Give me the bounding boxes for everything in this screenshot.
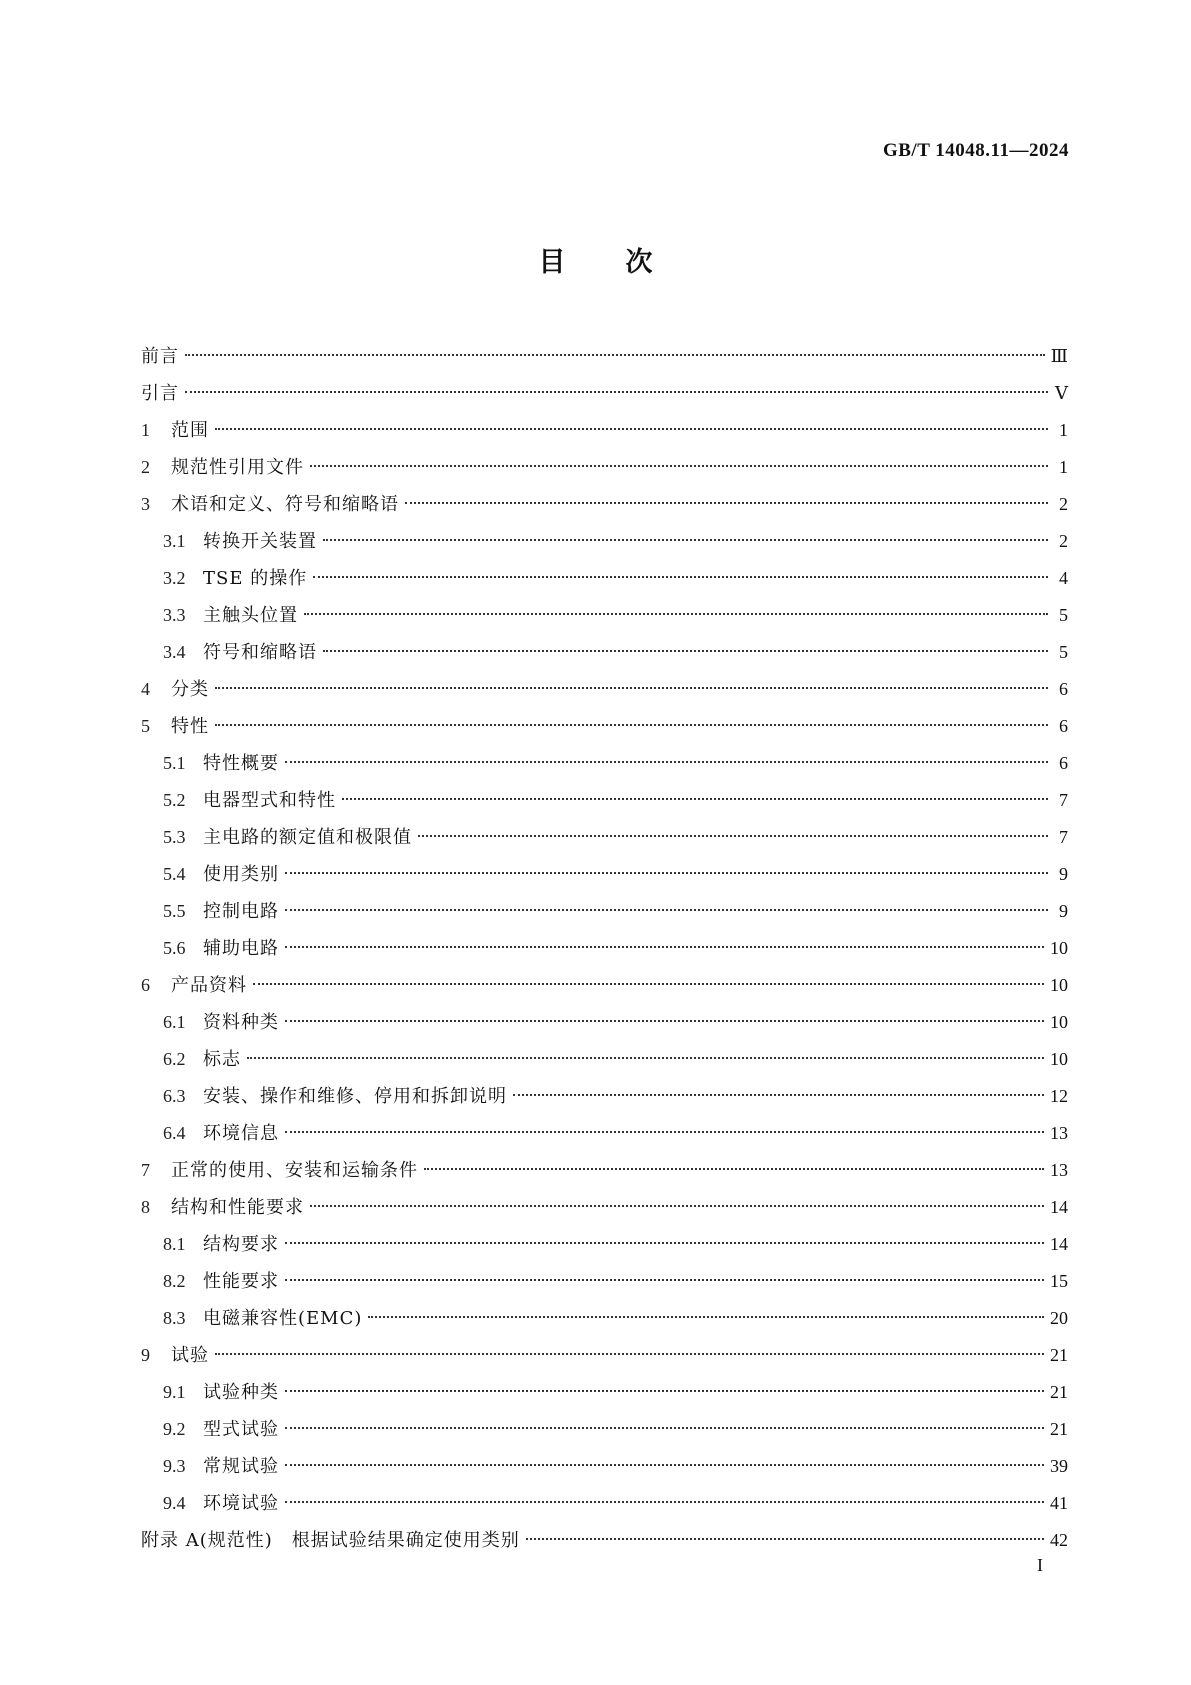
toc-leader-dots [405, 502, 1048, 504]
toc-entry-page: 10 [1050, 1012, 1068, 1032]
toc-entry[interactable] [141, 819, 1068, 856]
toc-entry[interactable] [141, 597, 1068, 634]
toc-entry-title: 结构和性能要求 [171, 1197, 304, 1218]
toc-entry-page: 2 [1059, 531, 1068, 551]
toc-entry[interactable] [141, 1078, 1068, 1115]
toc-entry-title: 术语和定义、符号和缩略语 [171, 494, 399, 515]
toc-entry-page: 5 [1059, 605, 1068, 625]
toc-entry-page: 14 [1050, 1234, 1068, 1254]
page-title: 目次 [538, 247, 713, 278]
toc-entry-number: 6.4 [163, 1123, 186, 1143]
toc-entry-number: 2 [141, 457, 150, 477]
toc-entry-page: 39 [1050, 1456, 1068, 1476]
toc-entry-page: 9 [1059, 864, 1068, 884]
toc-entry-page: 20 [1050, 1308, 1068, 1328]
toc-entry[interactable] [141, 523, 1068, 560]
toc-entry-number: 9 [141, 1345, 150, 1365]
toc-leader-dots [342, 798, 1048, 800]
toc-leader-dots [513, 1094, 1044, 1096]
toc-entry-title: 安装、操作和维修、停用和拆卸说明 [203, 1086, 507, 1107]
toc-entry-title: 符号和缩略语 [203, 642, 317, 663]
toc-entry-number: 9.1 [163, 1382, 186, 1402]
toc-entry[interactable] [141, 1522, 1068, 1559]
toc-entry-page: 4 [1059, 568, 1068, 588]
toc-entry-title: 常规试验 [203, 1456, 279, 1477]
toc-leader-dots [313, 576, 1048, 578]
toc-entry-page: 10 [1050, 975, 1068, 995]
toc-entry-page: 9 [1059, 901, 1068, 921]
toc-entry[interactable] [141, 338, 1068, 375]
toc-entry-page: 7 [1059, 790, 1068, 810]
toc-entry-number: 5.6 [163, 938, 186, 958]
toc-entry-title: TSE 的操作 [203, 568, 308, 589]
toc-entry-number: 5.2 [163, 790, 186, 810]
toc-entry[interactable] [141, 1485, 1068, 1522]
toc-entry-title: 结构要求 [203, 1234, 279, 1255]
toc-leader-dots [285, 1242, 1044, 1244]
toc-entry-number: 3.4 [163, 642, 186, 662]
toc-entry-title: 规范性引用文件 [171, 457, 304, 478]
toc-leader-dots [285, 1390, 1044, 1392]
toc-entry-page: 21 [1050, 1345, 1068, 1365]
toc-entry-number: 3.3 [163, 605, 186, 625]
toc-entry-page: 6 [1059, 753, 1068, 773]
toc-entry-number: 6.1 [163, 1012, 186, 1032]
toc-entry-title: 环境试验 [203, 1493, 279, 1514]
toc-leader-dots [285, 946, 1044, 948]
toc-entry-page: 42 [1050, 1530, 1068, 1550]
toc-entry-number: 3.2 [163, 568, 186, 588]
toc-entry-number: 8.1 [163, 1234, 186, 1254]
toc-entry-page: 13 [1050, 1123, 1068, 1143]
toc-leader-dots [323, 650, 1048, 652]
toc-entry-page: Ⅲ [1050, 346, 1068, 366]
toc-entry-page: 41 [1050, 1493, 1068, 1513]
toc-entry-number: 8.2 [163, 1271, 186, 1291]
toc-entry-number: 5.5 [163, 901, 186, 921]
toc-entry-title: 正常的使用、安装和运输条件 [171, 1160, 418, 1181]
toc-entry[interactable] [141, 1263, 1068, 1300]
toc-entry[interactable] [141, 671, 1068, 708]
toc-entry[interactable] [141, 1041, 1068, 1078]
toc-entry[interactable] [141, 1411, 1068, 1448]
toc-entry-title: 辅助电路 [203, 938, 279, 959]
toc-leader-dots [418, 835, 1048, 837]
toc-entry[interactable] [141, 856, 1068, 893]
toc-leader-dots [185, 354, 1045, 356]
toc-entry-page: 1 [1059, 457, 1068, 477]
toc-entry-title: 资料种类 [203, 1012, 279, 1033]
toc-entry-number: 9.2 [163, 1419, 186, 1439]
toc-leader-dots [285, 872, 1048, 874]
toc-entry-number: 1 [141, 420, 150, 440]
toc-leader-dots [285, 1279, 1044, 1281]
toc-entry-number: 4 [141, 679, 150, 699]
toc-entry[interactable] [141, 449, 1068, 486]
toc-entry-title: 特性概要 [203, 753, 279, 774]
toc-entry-number: 5.4 [163, 864, 186, 884]
toc-entry-page: 1 [1059, 420, 1068, 440]
toc-entry-number: 9.4 [163, 1493, 186, 1513]
toc-entry[interactable] [141, 1189, 1068, 1226]
toc-leader-dots [285, 1131, 1044, 1133]
toc-entry[interactable] [141, 1300, 1068, 1337]
toc-leader-dots [253, 983, 1044, 985]
toc-entry-number: 6.3 [163, 1086, 186, 1106]
toc-entry-page: 10 [1050, 938, 1068, 958]
toc-entry-title: 范围 [171, 420, 209, 441]
toc-leader-dots [215, 1353, 1044, 1355]
toc-leader-dots [304, 613, 1048, 615]
toc-entry[interactable] [141, 1448, 1068, 1485]
toc-entry-page: 15 [1050, 1271, 1068, 1291]
toc-entry-title: 特性 [171, 716, 209, 737]
toc-leader-dots [285, 909, 1048, 911]
toc-entry-page: 14 [1050, 1197, 1068, 1217]
toc-entry-page: 21 [1050, 1382, 1068, 1402]
toc-entry-page: 5 [1059, 642, 1068, 662]
toc-entry[interactable] [141, 1337, 1068, 1374]
toc-leader-dots [247, 1057, 1044, 1059]
toc-entry-title: 前言 [141, 346, 179, 367]
toc-entry-title: 主触头位置 [203, 605, 298, 626]
toc-entry-page: 6 [1059, 716, 1068, 736]
toc-leader-dots [285, 1501, 1044, 1503]
toc-entry-title: 试验 [171, 1345, 209, 1366]
toc-entry[interactable] [141, 893, 1068, 930]
toc-entry-title: 电器型式和特性 [203, 790, 336, 811]
toc-entry-title: 环境信息 [203, 1123, 279, 1144]
toc-entry-title: 控制电路 [203, 901, 279, 922]
toc-entry[interactable] [141, 412, 1068, 449]
toc-entry-title: 型式试验 [203, 1419, 279, 1440]
table-of-contents [141, 338, 1068, 1559]
toc-entry[interactable] [141, 375, 1068, 412]
toc-entry-title: 引言 [141, 383, 179, 404]
toc-leader-dots [368, 1316, 1044, 1318]
toc-entry-page: 13 [1050, 1160, 1068, 1180]
toc-leader-dots [215, 724, 1048, 726]
toc-entry-title: 使用类别 [203, 864, 279, 885]
toc-leader-dots [526, 1538, 1044, 1540]
toc-leader-dots [310, 465, 1048, 467]
toc-leader-dots [285, 1427, 1044, 1429]
toc-entry-number: 8.3 [163, 1308, 186, 1328]
toc-entry-number: 5 [141, 716, 150, 736]
toc-entry[interactable] [141, 1226, 1068, 1263]
toc-entry[interactable] [141, 560, 1068, 597]
toc-leader-dots [285, 1464, 1044, 1466]
toc-leader-dots [323, 539, 1048, 541]
toc-entry-page: 7 [1059, 827, 1068, 847]
toc-leader-dots [310, 1205, 1044, 1207]
toc-entry-number: 6 [141, 975, 150, 995]
toc-entry-number: 5.1 [163, 753, 186, 773]
toc-entry[interactable] [141, 486, 1068, 523]
toc-entry-title: 转换开关装置 [203, 531, 317, 552]
toc-entry-page: 6 [1059, 679, 1068, 699]
toc-entry-title: 试验种类 [203, 1382, 279, 1403]
toc-entry[interactable] [141, 634, 1068, 671]
toc-entry-number: 9.3 [163, 1456, 186, 1476]
toc-entry[interactable] [141, 930, 1068, 967]
toc-entry[interactable] [141, 1004, 1068, 1041]
toc-entry-number: 5.3 [163, 827, 186, 847]
toc-entry[interactable] [141, 782, 1068, 819]
toc-entry-number: 7 [141, 1160, 150, 1180]
toc-entry-title: 电磁兼容性(EMC) [203, 1308, 363, 1329]
toc-entry[interactable] [141, 708, 1068, 745]
toc-leader-dots [424, 1168, 1044, 1170]
toc-leader-dots [285, 1020, 1044, 1022]
toc-leader-dots [215, 428, 1048, 430]
document-code: GB/T 14048.11—2024 [882, 140, 1069, 161]
toc-entry-title: 标志 [203, 1049, 241, 1070]
toc-entry-number: 6.2 [163, 1049, 186, 1069]
toc-entry-number: 8 [141, 1197, 150, 1217]
toc-entry-title: 主电路的额定值和极限值 [203, 827, 412, 848]
toc-entry[interactable] [141, 1152, 1068, 1189]
toc-entry[interactable] [141, 1374, 1068, 1411]
toc-entry-page: Ⅴ [1055, 383, 1068, 403]
toc-entry[interactable] [141, 967, 1068, 1004]
toc-entry-page: 10 [1050, 1049, 1068, 1069]
toc-entry[interactable] [141, 1115, 1068, 1152]
toc-entry-page: 12 [1050, 1086, 1068, 1106]
toc-entry-number: 3 [141, 494, 150, 514]
toc-entry-page: 2 [1059, 494, 1068, 514]
toc-entry-number: 3.1 [163, 531, 186, 551]
toc-leader-dots [185, 391, 1048, 393]
toc-entry-title: 附录 A(规范性) 根据试验结果确定使用类别 [141, 1530, 520, 1551]
toc-leader-dots [285, 761, 1048, 763]
toc-entry-title: 产品资料 [171, 975, 247, 996]
toc-entry-title: 分类 [171, 679, 209, 700]
toc-leader-dots [215, 687, 1048, 689]
toc-entry[interactable] [141, 745, 1068, 782]
toc-entry-title: 性能要求 [203, 1271, 279, 1292]
toc-entry-page: 21 [1050, 1419, 1068, 1439]
page-number: I [1037, 1555, 1043, 1575]
